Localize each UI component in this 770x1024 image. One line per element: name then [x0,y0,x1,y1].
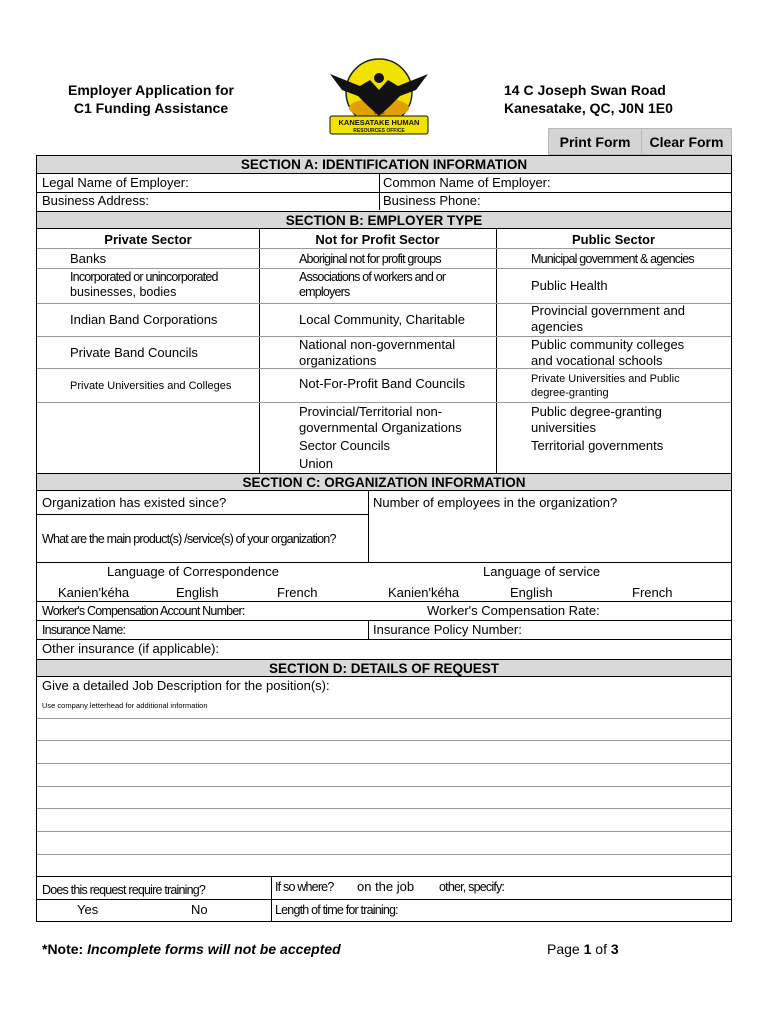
option-public-health[interactable]: Public Health [531,278,608,293]
address-line1: 14 C Joseph Swan Road [504,82,666,98]
business-address-label: Business Address: [42,193,149,208]
lang-service-label: Language of service [483,564,601,579]
page-of: of [595,941,607,957]
option-national-ngo[interactable] [299,337,455,369]
option-provincial-ngo-line2: governmental Organizations [299,420,462,435]
option-municipal-government[interactable]: Municipal government & agencies [531,252,694,266]
option-public-colleges[interactable] [531,337,684,369]
option-provincial-government[interactable] [531,303,685,335]
nonprofit-sector-header: Not for Profit Sector [315,232,440,247]
other-insurance-label: Other insurance (if applicable): [42,641,220,656]
private-sector-header: Private Sector [104,232,192,247]
page-total: 3 [610,941,619,957]
form-title [58,81,244,117]
products-services-label: What are the main product(s) /service(s) of your organization? [42,532,336,546]
col-divider-1 [259,229,260,473]
common-name-label: Common Name of Employer: [383,175,551,190]
row-line [37,876,731,877]
option-banks[interactable]: Banks [70,251,107,266]
option-aboriginal-nfp[interactable]: Aboriginal not for profit groups [299,252,441,266]
option-public-colleges-line2: and vocational schools [531,353,663,368]
option-territorial-governments[interactable]: Territorial governments [531,438,664,453]
row-line [37,514,368,515]
option-public-degree-granting-line2: universities [531,420,597,435]
option-sector-councils[interactable]: Sector Councils [299,438,391,453]
existed-since-label: Organization has existed since? [42,495,227,510]
section-c-header: SECTION C: ORGANIZATION INFORMATION [37,473,731,491]
col-divider-2 [496,229,497,473]
option-associations-line2: employers [299,285,350,299]
row-line [37,402,731,403]
training-question-label: Does this request require training? [42,883,206,897]
public-sector-header: Public Sector [571,232,656,247]
if-where-label: If so where? [275,880,334,894]
job-line[interactable] [37,718,731,719]
row-line [37,639,731,640]
svg-text:KANESATAKE HUMAN: KANESATAKE HUMAN [338,118,420,127]
option-nfp-band-councils[interactable]: Not-For-Profit Band Councils [299,376,466,391]
job-line[interactable] [37,854,731,855]
option-public-degree-granting-line1: Public degree-granting [531,404,662,419]
letterhead-note: Use company letterhead for additional information [42,701,208,710]
service-option-kanienkeha[interactable]: Kanien'kéha [388,585,460,600]
row-line [37,562,731,563]
option-private-band-councils[interactable]: Private Band Councils [70,345,198,360]
row-line [37,268,731,269]
address-line2: Kanesatake, QC, J0N 1E0 [504,100,673,116]
wc-account-label: Worker's Compensation Account Number: [42,604,245,618]
option-national-ngo-line1: National non-governmental [299,337,456,352]
option-incorporated-line1: Incorporated or unincorporated [70,270,218,284]
section-b-header: SECTION B: EMPLOYER TYPE [37,211,731,229]
section-a-header: SECTION A: IDENTIFICATION INFORMATION [37,156,731,174]
office-address [504,81,673,117]
page-indicator [547,941,619,957]
business-phone-label: Business Phone: [383,193,481,208]
option-provincial-ngo-line1: Provincial/Territorial non- [299,404,443,419]
policy-number-label: Insurance Policy Number: [373,622,522,637]
page-prefix: Page [547,941,580,957]
corr-option-french[interactable]: French [277,585,318,600]
training-yes-option[interactable]: Yes [77,902,99,917]
form-title-line1: Employer Application for [68,82,234,98]
kanesatake-logo [320,56,438,138]
job-line[interactable] [37,831,731,832]
row-line [37,601,731,602]
option-indian-band-corporations[interactable]: Indian Band Corporations [70,312,218,327]
option-incorporated[interactable] [70,270,218,300]
service-option-french[interactable]: French [632,585,673,600]
svg-text:RESOURCES OFFICE: RESOURCES OFFICE [353,128,405,134]
option-incorporated-line2: businesses, bodies [70,285,177,299]
option-provincial-government-line1: Provincial government and [531,303,685,318]
corr-option-kanienkeha[interactable]: Kanien'kéha [58,585,130,600]
job-description-label: Give a detailed Job Description for the position(s): [42,678,330,693]
row-line [37,248,731,249]
option-private-public-universities-line1: Private Universities and Public [531,373,680,385]
option-private-universities[interactable]: Private Universities and Colleges [70,380,232,392]
option-associations[interactable] [299,270,445,300]
note-text: Incomplete forms will not be accepted [87,941,341,957]
row-line [37,899,731,900]
other-specify-option[interactable]: other, specify: [439,880,505,894]
option-provincial-government-line2: agencies [531,319,584,334]
option-public-degree-granting[interactable] [531,404,662,436]
training-no-option[interactable]: No [191,902,208,917]
application-form [36,155,732,922]
num-employees-label: Number of employees in the organization? [373,495,618,510]
legal-name-label: Legal Name of Employer: [42,175,189,190]
option-local-community[interactable]: Local Community, Charitable [299,312,465,327]
lang-correspondence-label: Language of Correspondence [107,564,280,579]
clear-form-button[interactable]: Clear Form [641,128,732,155]
svg-text:1988: 1988 [373,110,385,116]
training-length-label: Length of time for training: [275,903,398,917]
option-national-ngo-line2: organizations [299,353,377,368]
wc-rate-label: Worker's Compensation Rate: [427,603,600,618]
section-d-header: SECTION D: DETAILS OF REQUEST [37,659,731,677]
form-title-line2: C1 Funding Assistance [73,100,229,116]
job-line[interactable] [37,786,731,787]
incomplete-forms-note [42,941,341,957]
service-option-english[interactable]: English [510,585,553,600]
on-the-job-option[interactable]: on the job [357,879,415,894]
section-c-divider [368,491,369,563]
print-form-button[interactable]: Print Form [548,128,642,155]
job-line[interactable] [37,740,731,741]
insurance-divider [368,620,369,639]
page-number: 1 [583,941,592,957]
corr-option-english[interactable]: English [176,585,219,600]
option-associations-line1: Associations of workers and or [299,270,446,284]
option-provincial-ngo[interactable] [299,404,462,436]
option-private-public-universities[interactable] [531,372,680,400]
job-line[interactable] [37,808,731,809]
option-union[interactable]: Union [299,456,333,471]
note-label: *Note: [42,941,84,957]
option-private-public-universities-line2: degree-granting [531,387,609,399]
job-line[interactable] [37,763,731,764]
option-public-colleges-line1: Public community colleges [531,337,685,352]
insurance-name-label: Insurance Name: [42,623,126,637]
row-line [37,620,731,621]
